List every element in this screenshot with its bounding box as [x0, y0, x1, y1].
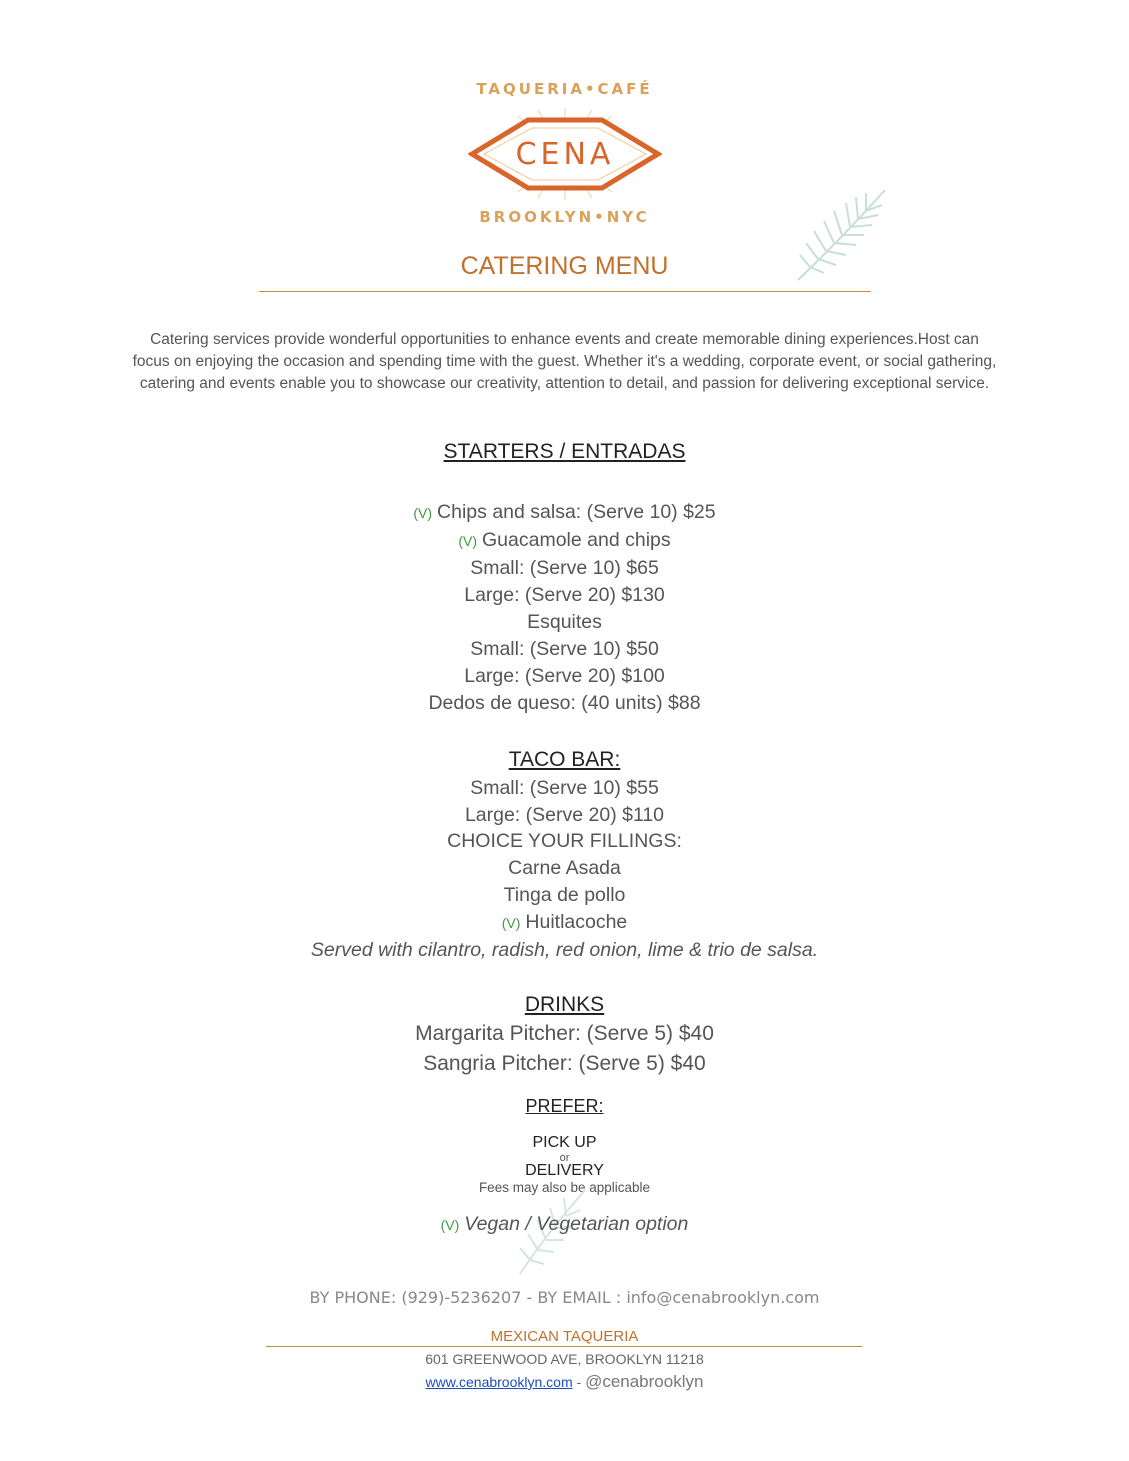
- contact-line: BY PHONE: (929)-5236207 - BY EMAIL : info@cenabrooklyn.com: [309, 1288, 820, 1307]
- separator: -: [572, 1374, 586, 1390]
- footer-divider: [266, 1346, 862, 1347]
- menu-item-dedos: Dedos de queso: (40 units) $88: [428, 692, 701, 714]
- menu-item-esquites: Esquites: [527, 611, 602, 633]
- taco-bar-heading: TACO BAR:: [508, 748, 621, 771]
- esquites-large: Large: (Serve 20) $100: [464, 665, 665, 687]
- prefer-heading: PREFER:: [525, 1096, 604, 1116]
- logo-bottom-text: BROOKLYN•NYC: [479, 208, 650, 226]
- vegan-legend: [0, 1213, 1129, 1236]
- mexican-taqueria-label: MEXICAN TAQUERIA: [490, 1328, 639, 1345]
- taco-served-note: Served with cilantro, radish, red onion, lime & trio de salsa.: [310, 939, 819, 961]
- delivery-option: DELIVERY: [525, 1162, 604, 1179]
- website-link[interactable]: www.cenabrooklyn.com: [425, 1374, 573, 1390]
- item-label: Guacamole and chips: [482, 529, 671, 551]
- starters-heading: STARTERS / ENTRADAS: [443, 440, 686, 463]
- legend-label: Vegan / Vegetarian option: [464, 1213, 689, 1235]
- taco-small: Small: (Serve 10) $55: [470, 777, 659, 799]
- filling-huitlacoche: [0, 911, 1129, 934]
- vegan-mark: (V): [458, 533, 478, 549]
- or-text: or: [559, 1152, 570, 1164]
- vegan-mark: (V): [501, 915, 521, 931]
- drinks-heading: DRINKS: [524, 993, 605, 1016]
- logo-name-text: CENA: [515, 137, 615, 172]
- instagram-handle: @cenabrooklyn: [585, 1372, 704, 1391]
- website-line: [0, 1372, 1129, 1392]
- cena-logo-icon: [468, 108, 662, 200]
- esquites-small: Small: (Serve 10) $50: [470, 638, 659, 660]
- fillings-heading: CHOICE YOUR FILLINGS:: [447, 830, 682, 852]
- logo-top-text: TAQUERIA•CAFÉ: [476, 80, 653, 98]
- guac-small: Small: (Serve 10) $65: [470, 557, 659, 579]
- drink-margarita: Margarita Pitcher: (Serve 5) $40: [415, 1022, 714, 1045]
- item-label: Chips and salsa: (Serve 10) $25: [437, 501, 716, 523]
- vegan-mark: (V): [440, 1217, 460, 1233]
- page-title: CATERING MENU: [460, 252, 669, 280]
- drink-sangria: Sangria Pitcher: (Serve 5) $40: [423, 1052, 706, 1075]
- item-label: Huitlacoche: [525, 911, 628, 933]
- guac-large: Large: (Serve 20) $130: [464, 584, 665, 606]
- filling-tinga: Tinga de pollo: [503, 884, 626, 906]
- fees-note: Fees may also be applicable: [478, 1180, 651, 1195]
- pickup-option: PICK UP: [532, 1134, 597, 1151]
- filling-carne-asada: Carne Asada: [508, 857, 621, 879]
- vegan-mark: (V): [413, 505, 433, 521]
- title-divider: [259, 291, 871, 292]
- menu-item-chips: [0, 501, 1129, 524]
- menu-item-guacamole: [0, 529, 1129, 552]
- intro-paragraph: Catering services provide wonderful opportunities to enhance events and create memorable dining experiences.Host can focus on enjoying the occasion and spending time with the guest. Whether it's a wedding, corporate event, or social gathering, catering and events enable you to showcase our creativity, attention to detail, and passion for delivering exceptional service.: [132, 331, 997, 392]
- address: 601 GREENWOOD AVE, BROOKLYN 11218: [425, 1351, 704, 1367]
- taco-large: Large: (Serve 20) $110: [464, 804, 665, 826]
